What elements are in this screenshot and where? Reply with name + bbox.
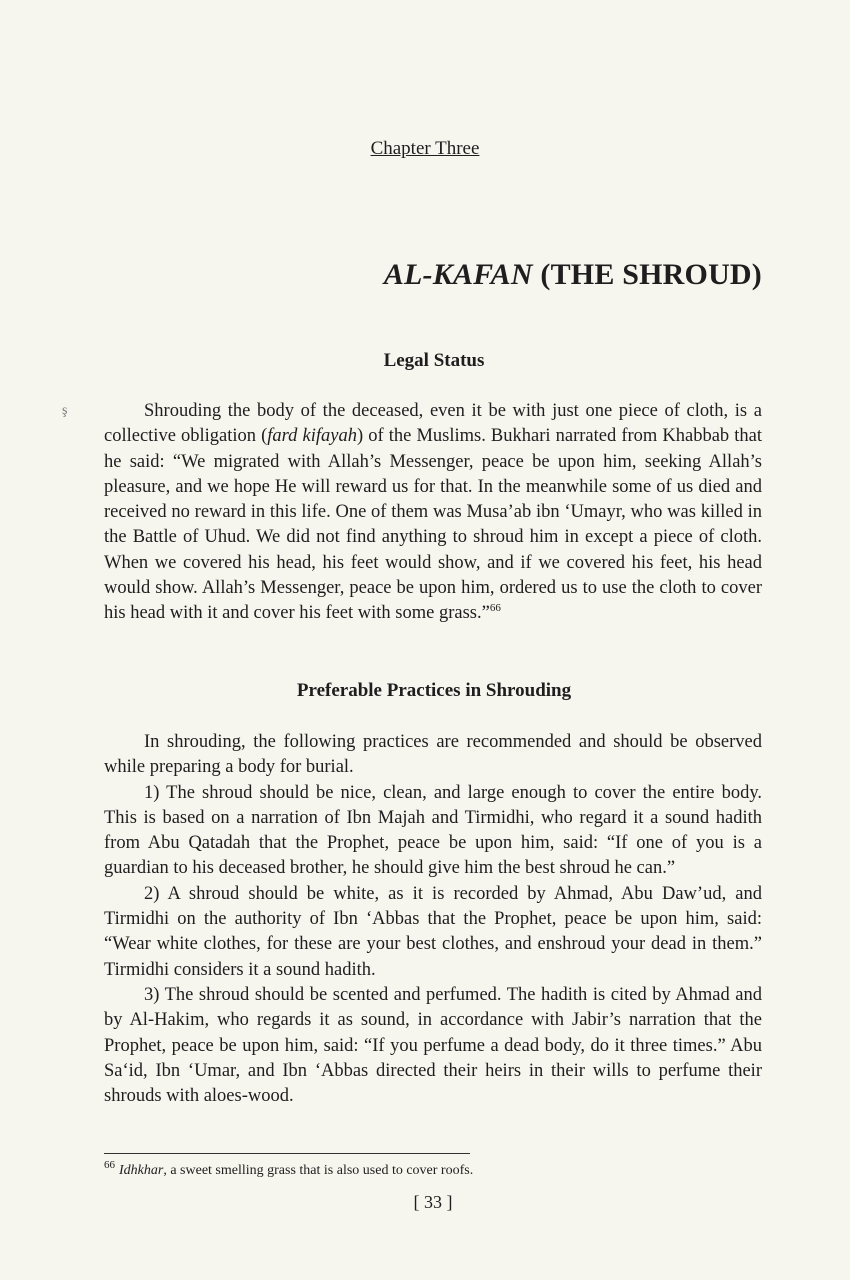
footnote <box>104 1159 474 1179</box>
margin-mark: ş <box>62 403 68 418</box>
page-number: [ 33 ] <box>413 1192 453 1212</box>
practice-item-3: 3) The shroud should be scented and perfumed. The hadith is cited by Ahmad and by Al-Hakim, who regards it as sound, in accordance with Jabir’s narration that the Prophet, peace be upon him, said: “If you perfume a dead body, do it three times.” Abu Sa‘id, Ibn ‘Umar, and Ibn ‘Abbas directed their heirs in their wills to perfume their shrouds with aloes-wood. <box>104 984 762 1107</box>
title-rest: (THE SHROUD) <box>540 258 762 291</box>
footnote-text: , a sweet smelling grass that is also used to cover roofs. <box>163 1163 474 1178</box>
practice-item-2: 2) A shroud should be white, as it is recorded by Ahmad, Abu Daw’ud, and Tirmidhi on the authority of Ibn ‘Abbas that the Prophet, peace be upon him, said: “Wear white clothes, for these are your best clothes, and enshroud your dead in them.” Tirmidhi considers it a sound hadith. <box>104 883 762 980</box>
practice-item-1: 1) The shroud should be nice, clean, and large enough to cover the entire body. This is based on a narration of Ibn Majah and Tirmidhi, who regard it a sound hadith from Abu Qatadah that the Prophet, peace be upon him, said: “If one of you is a guardian to his deceased brother, he should give him the best shroud he can.” <box>104 782 762 879</box>
section-heading-legal-status: Legal Status <box>383 350 485 371</box>
title-italic: AL-KAFAN <box>383 258 533 291</box>
chapter-title <box>384 258 762 292</box>
practices-body <box>104 730 762 1109</box>
footnote-number: 66 <box>104 1159 115 1172</box>
footnote-ref[interactable]: 66 <box>489 602 501 615</box>
section-heading-preferable-practices: Preferable Practices in Shrouding <box>296 680 572 701</box>
legal-status-body <box>104 399 762 627</box>
practices-intro: In shrouding, the following practices are recommended and should be observed while preparing a body for burial. <box>104 732 762 778</box>
footnote-term: Idhkhar <box>119 1163 164 1178</box>
footnote-divider <box>104 1153 470 1154</box>
term-fard-kifayah: fard kifayah <box>267 426 357 447</box>
para-text-1: Shrouding the body of the deceased, even it be with just one piece of cloth, is a collective obligation ( <box>104 401 762 447</box>
chapter-label: Chapter Three <box>370 138 480 159</box>
para-text-2: ) of the Muslims. Bukhari narrated from Khabbab that he said: “We migrated with Allah’s Messenger, peace be upon him, seeking Allah’s pleasure, and we hope He will reward us for that. In the meanwhile some of us died and received no reward in this life. One of them was Musa’ab ibn ‘Umayr, who was killed in the Battle of Uhud. We did not find anything to shroud him in except a piece of cloth. When we covered his head, his feet would show, and if we covered his feet, his head would show. Allah’s Messenger, peace be upon him, ordered us to use the cloth to cover his head with it and cover his feet with some grass.” <box>104 426 762 624</box>
legal-status-paragraph <box>104 399 762 627</box>
